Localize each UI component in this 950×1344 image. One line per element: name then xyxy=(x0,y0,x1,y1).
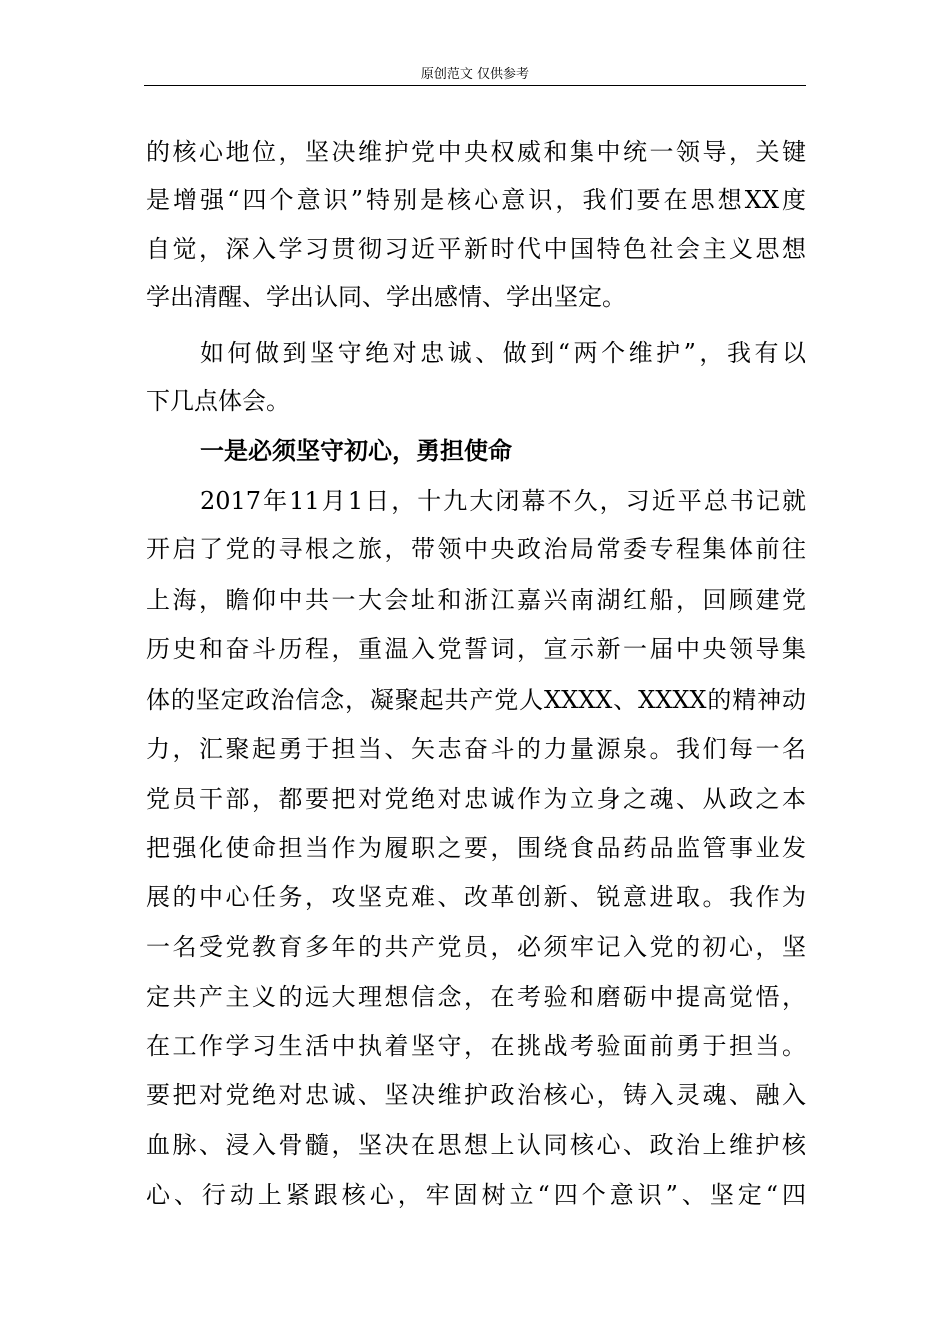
body-line-4: 学出清醒、学出认同、学出感情、学出坚定。 xyxy=(146,283,626,311)
page-header: 原创范文 仅供参考 xyxy=(420,67,530,82)
body-line-13: 力，汇聚起勇于担当、矢志奋斗的力量源泉。我们每一名 xyxy=(146,735,806,763)
body-line-10: 上海，瞻仰中共一大会址和浙江嘉兴南湖红船，回顾建党 xyxy=(146,586,806,614)
body-line-21: 血脉、浸入骨髓，坚决在思想上认同核心、政治上维护核 xyxy=(146,1131,806,1159)
body-line-17: 一名受党教育多年的共产党员，必须牢记入党的初心，坚 xyxy=(146,933,806,961)
body-line-1: 的核心地位，坚决维护党中央权威和集中统一领导，关键 xyxy=(146,138,806,166)
body-line-18: 定共产主义的远大理想信念，在考验和磨砺中提高觉悟， xyxy=(146,983,806,1011)
body-line-2: 是增强“四个意识”特别是核心意识，我们要在思想XX度 xyxy=(146,186,806,214)
body-line-20: 要把对党绝对忠诚、坚决维护政治核心，铸入灵魂、融入 xyxy=(146,1081,806,1109)
body-line-8: 2017年11月1日，十九大闭幕不久，习近平总书记就 xyxy=(200,487,806,515)
body-line-19: 在工作学习生活中执着坚守，在挑战考验面前勇于担当。 xyxy=(146,1032,806,1060)
body-line-16: 展的中心任务，攻坚克难、改革创新、锐意进取。我作为 xyxy=(146,883,806,911)
body-line-3: 自觉，深入学习贯彻习近平新时代中国特色社会主义思想 xyxy=(146,235,806,263)
body-line-6: 下几点体会。 xyxy=(146,387,290,415)
body-line-9: 开启了党的寻根之旅，带领中央政治局常委专程集体前往 xyxy=(146,535,806,563)
body-line-14: 党员干部，都要把对党绝对忠诚作为立身之魂、从政之本 xyxy=(146,785,806,813)
section-heading: 一是必须坚守初心，勇担使命 xyxy=(200,437,512,465)
body-line-12: 体的坚定政治信念，凝聚起共产党人XXXX、XXXX的精神动 xyxy=(146,686,806,714)
body-line-22: 心、行动上紧跟核心，牢固树立“四个意识”、坚定“四 xyxy=(146,1181,806,1209)
body-line-5: 如何做到坚守绝对忠诚、做到“两个维护”，我有以 xyxy=(200,339,806,367)
body-line-15: 把强化使命担当作为履职之要，围绕食品药品监管事业发 xyxy=(146,834,806,862)
header-rule xyxy=(144,85,806,86)
body-line-11: 历史和奋斗历程，重温入党誓词，宣示新一届中央领导集 xyxy=(146,635,806,663)
